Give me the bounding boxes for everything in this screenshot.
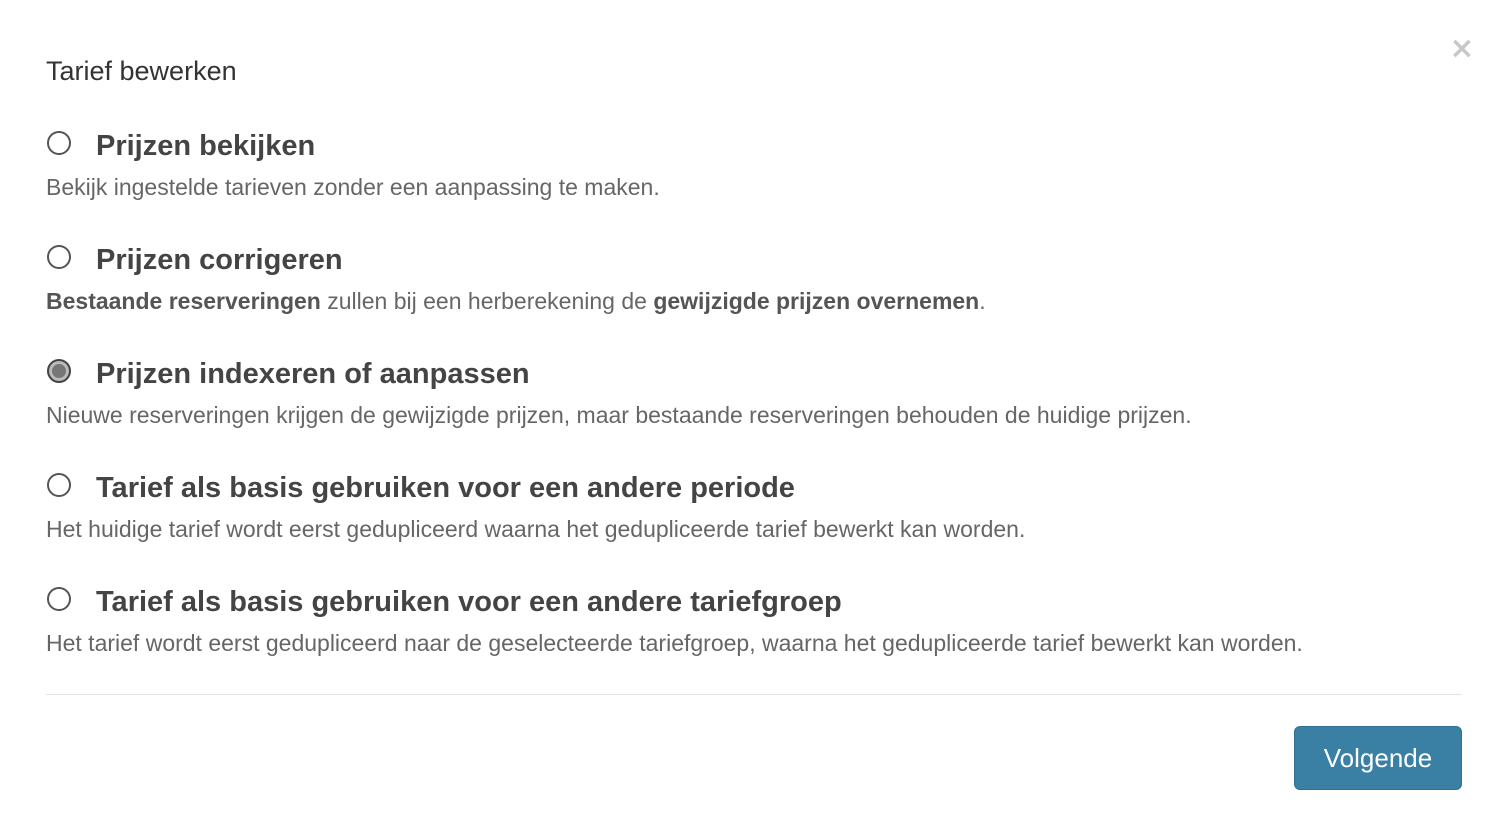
option-label[interactable]: Tarief als basis gebruiken voor een andere tariefgroep bbox=[96, 586, 842, 618]
option-label[interactable]: Tarief als basis gebruiken voor een andere periode bbox=[96, 472, 795, 504]
option-index-prices bbox=[46, 352, 1466, 466]
option-description: Het huidige tarief wordt eerst gedupliceerd waarna het gedupliceerde tarief bewerkt kan worden. bbox=[46, 516, 1026, 542]
option-index-prices-toggle[interactable] bbox=[46, 352, 1466, 396]
option-description bbox=[46, 286, 1466, 316]
radio-index-prices[interactable] bbox=[47, 359, 71, 383]
option-correct-prices-toggle[interactable] bbox=[46, 238, 1466, 282]
close-icon[interactable]: × bbox=[1449, 31, 1475, 66]
radio-base-other-period[interactable] bbox=[47, 473, 71, 497]
option-label[interactable]: Prijzen bekijken bbox=[96, 130, 316, 162]
desc-text: zullen bij een herberekening de bbox=[320, 288, 654, 314]
option-correct-prices bbox=[46, 238, 1466, 352]
option-base-other-tariff-group bbox=[46, 580, 1466, 694]
option-base-other-period-toggle[interactable] bbox=[46, 466, 1466, 510]
radio-view-prices[interactable] bbox=[47, 131, 71, 155]
desc-emphasis: Bestaande reserveringen bbox=[46, 288, 321, 314]
option-label[interactable]: Prijzen corrigeren bbox=[96, 244, 343, 276]
radio-base-other-tariff-group[interactable] bbox=[47, 587, 71, 611]
option-label[interactable]: Prijzen indexeren of aanpassen bbox=[96, 358, 530, 390]
desc-emphasis: gewijzigde prijzen overnemen bbox=[653, 288, 980, 314]
option-description: Nieuwe reserveringen krijgen de gewijzigde prijzen, maar bestaande reserveringen behouden de huidige prijzen. bbox=[46, 402, 1192, 428]
option-list bbox=[46, 124, 1466, 694]
desc-text: . bbox=[979, 288, 986, 314]
radio-correct-prices[interactable] bbox=[47, 245, 71, 269]
option-base-other-tariff-group-toggle[interactable] bbox=[46, 580, 1466, 624]
option-description: Het tarief wordt eerst gedupliceerd naar de geselecteerde tariefgroep, waarna het gedupliceerde tarief bewerkt kan worden. bbox=[46, 630, 1303, 656]
option-base-other-period bbox=[46, 466, 1466, 580]
modal-title: Tarief bewerken bbox=[46, 56, 237, 86]
option-view-prices bbox=[46, 124, 1466, 238]
option-description: Bekijk ingestelde tarieven zonder een aanpassing te maken. bbox=[46, 174, 660, 200]
option-view-prices-toggle[interactable] bbox=[46, 124, 1466, 168]
next-button[interactable]: Volgende bbox=[1294, 726, 1462, 790]
footer-divider bbox=[46, 694, 1462, 695]
